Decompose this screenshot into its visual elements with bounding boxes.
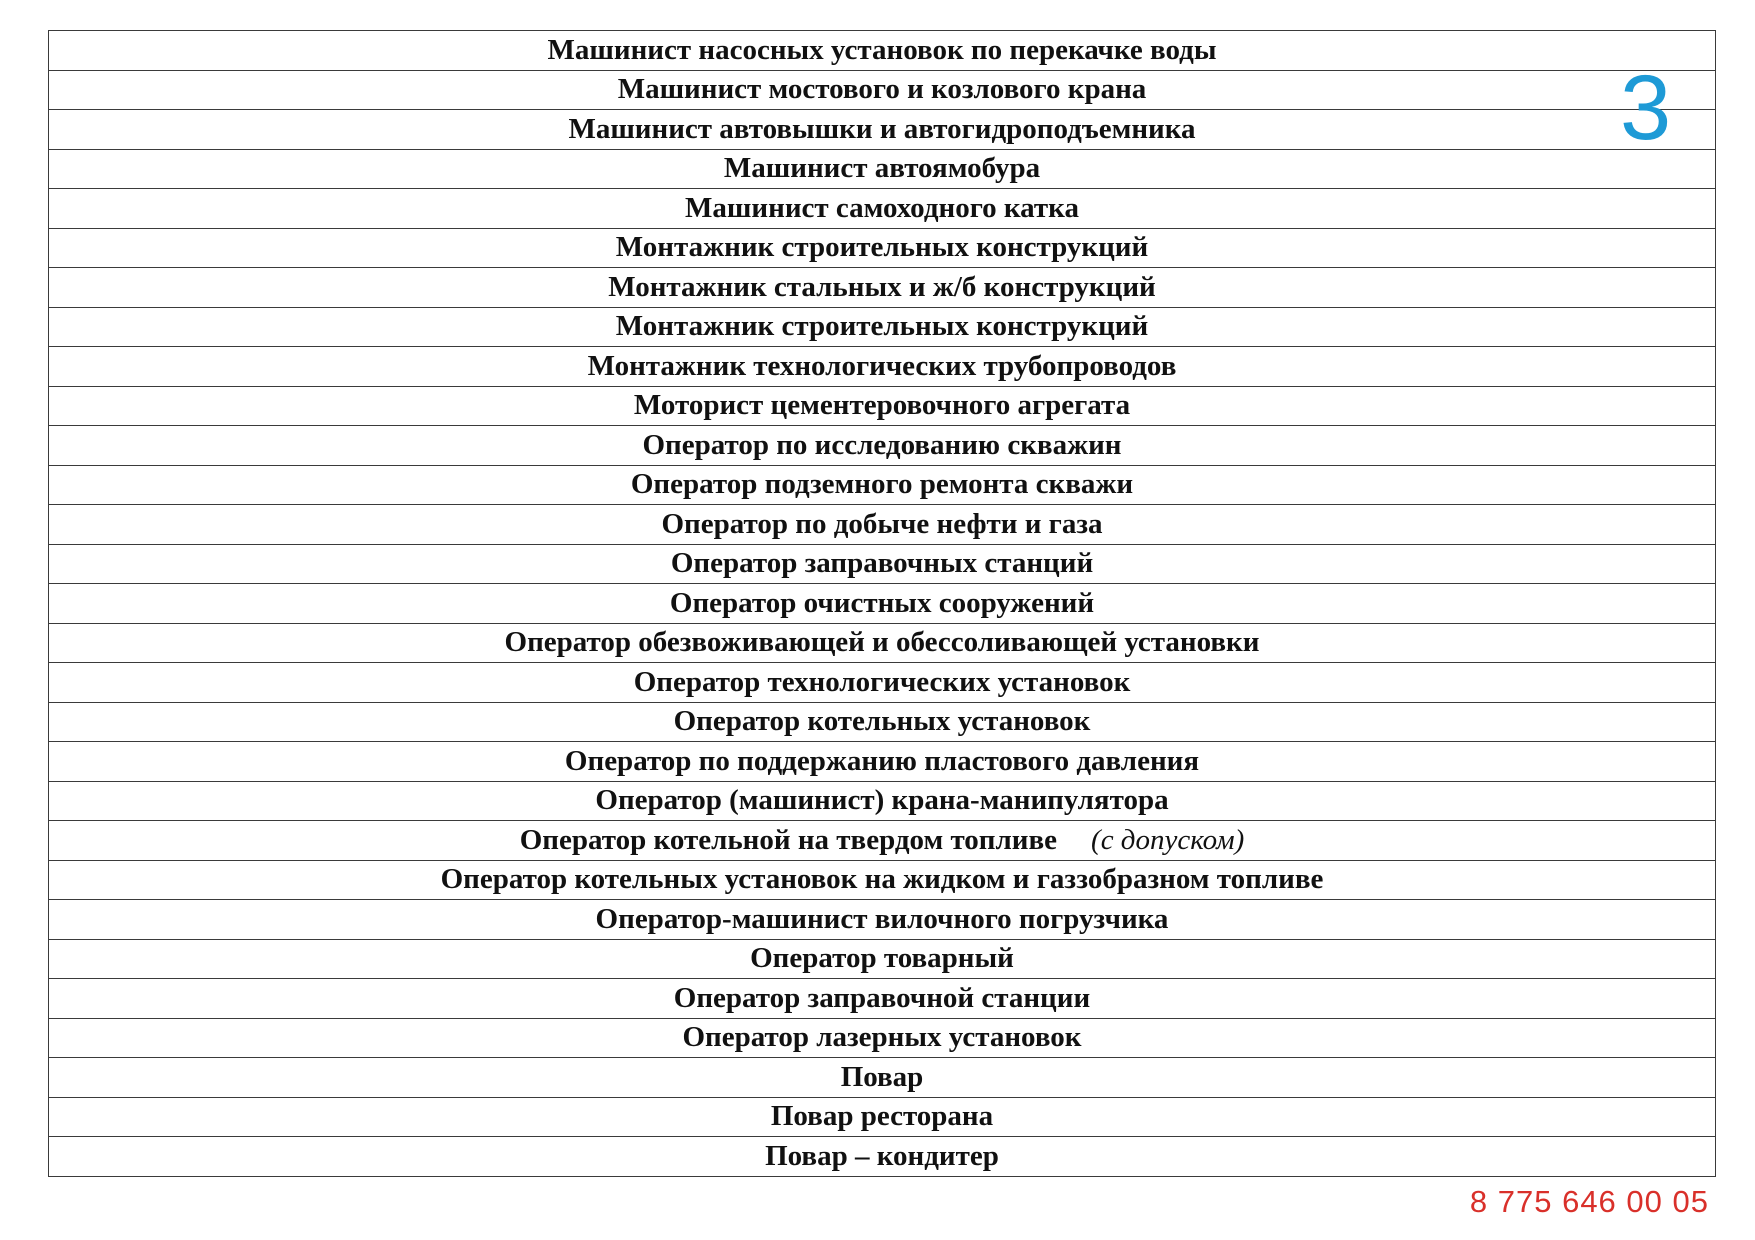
table-row (49, 268, 1716, 308)
profession-cell (49, 386, 1716, 426)
profession-cell (49, 505, 1716, 545)
profession-label: Оператор очистных сооружений (669, 586, 1095, 619)
table-row (49, 584, 1716, 624)
profession-label: Машинист автовышки и автогидроподъемника (568, 112, 1196, 145)
table-row (49, 623, 1716, 663)
profession-label: Оператор подземного ремонта скважи (630, 468, 1134, 501)
profession-cell (49, 663, 1716, 703)
profession-label: Оператор лазерных установок (682, 1021, 1082, 1054)
profession-cell (49, 860, 1716, 900)
profession-label: Оператор технологических установок (633, 665, 1131, 698)
table-row (49, 228, 1716, 268)
profession-cell (49, 307, 1716, 347)
table-row (49, 1058, 1716, 1098)
table-row (49, 465, 1716, 505)
table-row (49, 781, 1716, 821)
profession-cell (49, 742, 1716, 782)
profession-label: Оператор по исследованию скважин (642, 428, 1122, 461)
table-row (49, 742, 1716, 782)
profession-label: Моторист цементеровочного агрегата (633, 389, 1131, 422)
profession-cell (49, 821, 1716, 861)
profession-label: Оператор товарный (750, 942, 1014, 975)
table-row (49, 386, 1716, 426)
table-row (49, 702, 1716, 742)
profession-cell (49, 70, 1716, 110)
phone-number: 8 775 646 00 05 (1469, 1184, 1709, 1219)
profession-cell (49, 465, 1716, 505)
profession-label: Машинист мостового и козлового крана (617, 73, 1147, 106)
profession-note: (с допуском) (1091, 823, 1245, 856)
table-row (49, 307, 1716, 347)
profession-label: Оператор по добыче нефти и газа (661, 507, 1103, 540)
profession-cell (49, 1137, 1716, 1177)
table-row (49, 939, 1716, 979)
table-row (49, 70, 1716, 110)
profession-label: Машинист самоходного катка (685, 191, 1079, 224)
profession-cell (49, 1097, 1716, 1137)
table-row (49, 505, 1716, 545)
profession-cell (49, 31, 1716, 71)
profession-cell (49, 623, 1716, 663)
profession-label: Машинист насосных установок по перекачке воды (547, 33, 1217, 66)
table-row (49, 544, 1716, 584)
profession-cell (49, 584, 1716, 624)
profession-label: Монтажник строительных конструкций (615, 231, 1149, 264)
table-row (49, 1137, 1716, 1177)
profession-cell (49, 268, 1716, 308)
profession-cell (49, 149, 1716, 189)
table-row (49, 110, 1716, 150)
profession-label: Оператор заправочной станции (673, 981, 1091, 1014)
profession-label: Повар (840, 1060, 924, 1093)
profession-label: Оператор (машинист) крана-манипулятора (595, 784, 1169, 817)
profession-label: Монтажник стальных и ж/б конструкций (608, 270, 1156, 303)
table-row (49, 821, 1716, 861)
profession-label: Оператор котельной на твердом топливе (519, 823, 1058, 856)
profession-label: Оператор заправочных станций (670, 547, 1094, 580)
profession-cell (49, 1058, 1716, 1098)
profession-cell (49, 228, 1716, 268)
page-number: 3 (1620, 57, 1672, 159)
professions-table (48, 30, 1716, 1177)
profession-cell (49, 900, 1716, 940)
table-row (49, 1097, 1716, 1137)
profession-label: Машинист автоямобура (723, 152, 1041, 185)
profession-cell (49, 939, 1716, 979)
table-row (49, 860, 1716, 900)
table-row (49, 979, 1716, 1019)
profession-cell (49, 979, 1716, 1019)
profession-label: Оператор котельных установок (673, 705, 1091, 738)
profession-cell (49, 1018, 1716, 1058)
profession-cell (49, 426, 1716, 466)
profession-label: Оператор-машинист вилочного погрузчика (595, 902, 1169, 935)
profession-label: Оператор котельных установок на жидком и газзобразном топливе (440, 863, 1324, 896)
table-row (49, 426, 1716, 466)
professions-table-body (49, 31, 1716, 1177)
profession-label: Повар – кондитер (765, 1139, 999, 1172)
profession-cell (49, 702, 1716, 742)
table-row (49, 663, 1716, 703)
table-row (49, 900, 1716, 940)
profession-cell (49, 110, 1716, 150)
table-row (49, 189, 1716, 229)
table-row (49, 1018, 1716, 1058)
profession-label: Оператор по поддержанию пластового давления (564, 744, 1200, 777)
profession-label: Монтажник технологических трубопроводов (587, 349, 1177, 382)
profession-cell (49, 781, 1716, 821)
profession-cell (49, 189, 1716, 229)
table-row (49, 347, 1716, 387)
profession-cell (49, 347, 1716, 387)
profession-label: Монтажник строительных конструкций (615, 310, 1149, 343)
profession-label: Повар ресторана (770, 1100, 994, 1133)
table-row (49, 31, 1716, 71)
profession-cell (49, 544, 1716, 584)
table-row (49, 149, 1716, 189)
profession-label: Оператор обезвоживающей и обессоливающей установки (504, 626, 1260, 659)
